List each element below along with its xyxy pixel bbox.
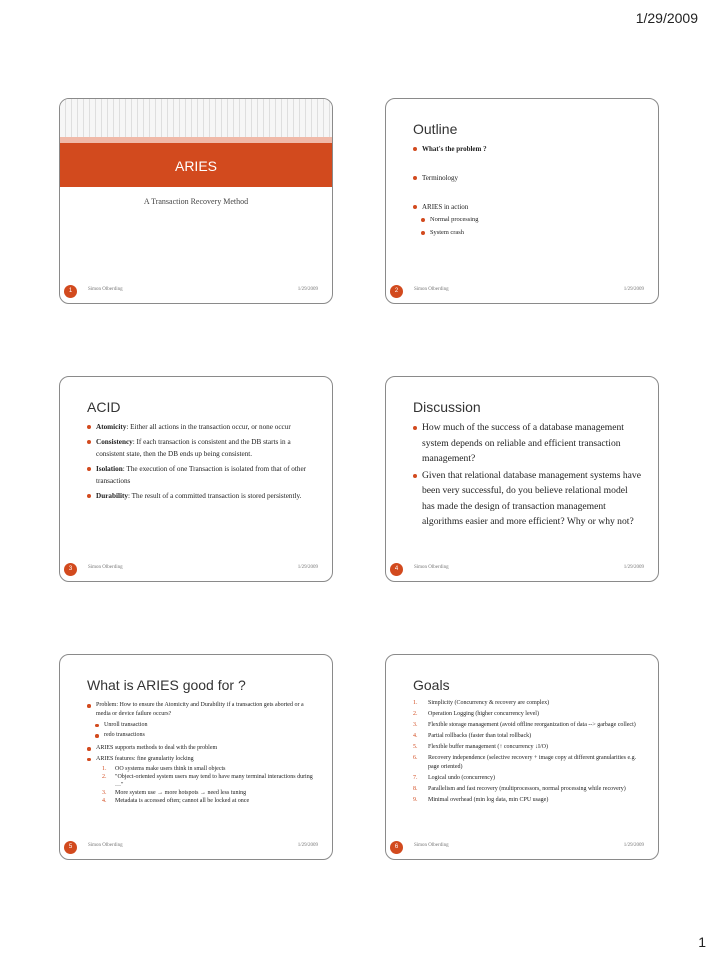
list-item-text: ARIES features: fine granularity locking xyxy=(96,755,194,762)
slide-title: Goals xyxy=(413,677,450,693)
list-item xyxy=(413,721,644,730)
list-item xyxy=(413,774,644,783)
footer-author: Simon Olberding xyxy=(414,843,449,848)
item-number: 3. xyxy=(413,722,418,728)
slide-1-title xyxy=(59,98,333,304)
item-text: Metadata is accessed often; cannot all be locked at once xyxy=(115,797,250,804)
footer-author: Simon Olberding xyxy=(88,287,123,292)
list-item xyxy=(102,765,316,773)
item-number: 6. xyxy=(413,755,418,761)
definition: : The execution of one Transaction is isolated from that of other transactions xyxy=(96,465,307,485)
slide-title: What is ARIES good for ? xyxy=(87,677,246,693)
definition: : The result of a committed transaction is stored persistently. xyxy=(127,492,302,500)
definition: : Either all actions in the transaction occur, or none occur xyxy=(126,423,291,431)
list-item: Terminology xyxy=(413,173,642,183)
slide-number-badge: 2 xyxy=(390,285,403,298)
list-item: Given that relational database management systems have been very successful, do you believe relational model has made the design of transaction management algorithms easier and more efficient? Why or why not? xyxy=(413,468,642,530)
list-item xyxy=(87,490,316,502)
term: Isolation xyxy=(96,465,123,473)
footer-date: 1/29/2009 xyxy=(623,287,644,292)
list-item xyxy=(413,796,644,805)
list-item xyxy=(87,755,316,805)
list-item xyxy=(413,743,644,752)
item-number: 9. xyxy=(413,797,418,803)
item-number: 2. xyxy=(102,773,107,780)
slide-number-badge: 5 xyxy=(64,841,77,854)
slide-title: ARIES xyxy=(174,158,217,174)
footer-date: 1/29/2009 xyxy=(297,843,318,848)
item-text-mid: more hotspots xyxy=(163,789,201,796)
slide-number-badge: 4 xyxy=(390,563,403,576)
footer-author: Simon Olberding xyxy=(88,843,123,848)
bullet-list xyxy=(413,173,642,183)
list-item xyxy=(413,732,644,741)
item-number: 3. xyxy=(102,789,107,796)
slide-5-what-is-aries-good-for xyxy=(59,654,333,860)
list-item xyxy=(413,699,644,708)
arrow-right-icon: → xyxy=(157,789,164,796)
list-item: ARIES in action xyxy=(413,202,642,212)
list-item: Problem: How to ensure the Atomicity and Durability if a transaction gets aborted or a media or device failure occurs? xyxy=(87,701,316,719)
slide-3-acid xyxy=(59,376,333,582)
term: Durability xyxy=(96,492,128,500)
slide-footer xyxy=(386,841,658,855)
footer-date: 1/29/2009 xyxy=(623,843,644,848)
item-text: OO systems make users think in small objects xyxy=(115,765,226,772)
item-text: Flexible storage management (avoid offline reorganization of data --> garbage collect) xyxy=(428,722,636,728)
list-item: redo transactions xyxy=(87,731,316,740)
item-text: Operation Logging (higher concurrency level) xyxy=(428,711,539,717)
term: Consistency xyxy=(96,438,133,446)
slide-footer xyxy=(60,563,332,577)
bullet-list xyxy=(413,202,642,238)
footer-date: 1/29/2009 xyxy=(623,565,644,570)
slide-footer xyxy=(60,841,332,855)
item-text: "Object-oriented system users may tend to have many terminal interactions during …" xyxy=(115,773,313,788)
footer-author: Simon Olberding xyxy=(88,565,123,570)
slide-title: Outline xyxy=(413,121,458,137)
definition: : If each transaction is consistent and the DB starts in a consistent state, then the DB ends up being consistent. xyxy=(96,438,291,458)
slide-number-badge: 1 xyxy=(64,285,77,298)
item-text: Minimal overhead (min log data, min CPU usage) xyxy=(428,797,549,803)
list-item: Unroll transaction xyxy=(87,721,316,730)
slide-footer xyxy=(386,285,658,299)
list-item: How much of the success of a database management system depends on reliable and efficient transaction management? xyxy=(413,420,642,467)
item-number: 8. xyxy=(413,786,418,792)
footer-date: 1/29/2009 xyxy=(297,287,318,292)
list-item: What's the problem ? xyxy=(413,144,642,154)
slide-2-outline xyxy=(385,98,659,304)
item-text-post: need less tuning xyxy=(206,789,247,796)
list-item xyxy=(413,710,644,719)
slide-footer xyxy=(60,285,332,299)
page-date: 1/29/2009 xyxy=(635,10,698,26)
footer-date: 1/29/2009 xyxy=(297,565,318,570)
item-text: Simplicity (Concurrency & recovery are complex) xyxy=(428,700,550,706)
item-text: Flexible buffer management (↑ concurrency ↓I/O) xyxy=(428,744,549,750)
list-item xyxy=(413,785,644,794)
bullet-list xyxy=(87,421,316,505)
list-item: Normal processing xyxy=(413,215,642,225)
slide-footer xyxy=(386,563,658,577)
term: Atomicity xyxy=(96,423,127,431)
slide-number-badge: 3 xyxy=(64,563,77,576)
page-number: 1 xyxy=(698,934,706,950)
item-number: 7. xyxy=(413,775,418,781)
item-number: 1. xyxy=(413,700,418,706)
numbered-list xyxy=(96,765,316,805)
item-text: Recovery independence (selective recovery + image copy at different granularities e.g. page oriented) xyxy=(428,755,637,770)
footer-author: Simon Olberding xyxy=(414,287,449,292)
slide-title: ACID xyxy=(87,399,121,415)
slide-6-goals xyxy=(385,654,659,860)
item-number: 4. xyxy=(102,797,107,804)
item-text: Partial rollbacks (faster than total rollback) xyxy=(428,733,532,739)
slide-subtitle: A Transaction Recovery Method xyxy=(143,197,249,206)
list-item xyxy=(87,436,316,460)
list-item xyxy=(102,773,316,789)
list-item xyxy=(87,463,316,487)
footer-author: Simon Olberding xyxy=(414,565,449,570)
bullet-list xyxy=(413,144,642,154)
item-number: 2. xyxy=(413,711,418,717)
item-text-pre: More system use xyxy=(115,789,158,796)
list-item: System crash xyxy=(413,228,642,238)
decorative-stripes xyxy=(60,99,332,137)
numbered-list xyxy=(413,699,644,807)
item-number: 4. xyxy=(413,733,418,739)
slide-4-discussion xyxy=(385,376,659,582)
item-number: 5. xyxy=(413,744,418,750)
list-item xyxy=(102,797,316,805)
item-text: Parallelism and fast recovery (multiprocessors, normal processing while recovery) xyxy=(428,786,626,792)
arrow-right-icon: → xyxy=(200,789,207,796)
bullet-list xyxy=(87,701,316,806)
list-item: ARIES supports methods to deal with the problem xyxy=(87,744,316,753)
bullet-list xyxy=(413,420,642,531)
list-item xyxy=(102,789,316,797)
list-item xyxy=(87,421,316,433)
item-number: 1. xyxy=(102,765,107,772)
slide-number-badge: 6 xyxy=(390,841,403,854)
slide-title: Discussion xyxy=(413,399,481,415)
item-text: Logical undo (concurrency) xyxy=(428,775,495,781)
list-item xyxy=(413,754,644,772)
